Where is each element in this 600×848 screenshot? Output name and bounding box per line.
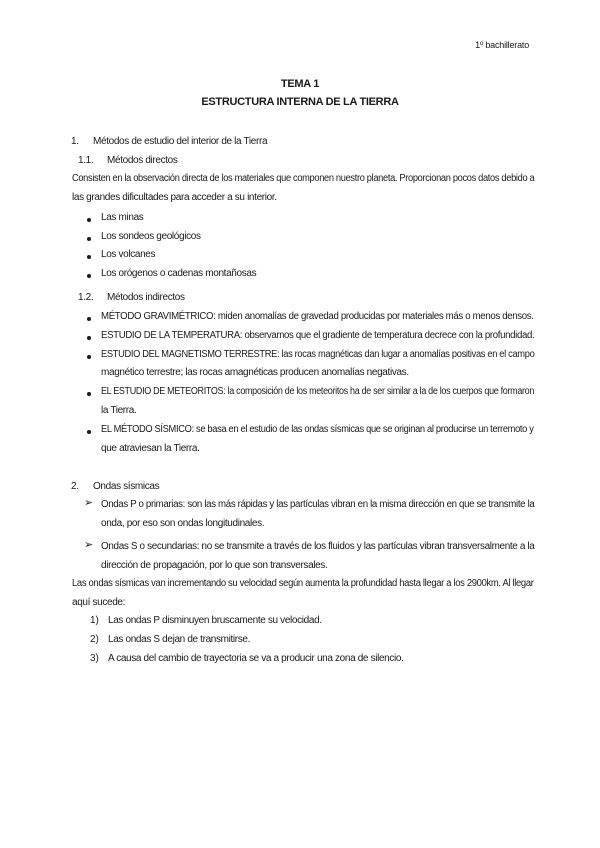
paragraph-line: Consisten en la observación directa de los materiales que componen nuestro planeta. Proporcionan pocos datos debido a xyxy=(72,173,535,184)
paragraph-line: Las ondas sísmicas van incrementando su velocidad según aumenta la profundidad hasta llegar a los 2900km. Al llegar xyxy=(72,578,534,589)
list-item: Las ondas S dejan de transmitirse. xyxy=(108,634,251,645)
section-2-number: 2. xyxy=(71,481,79,492)
bullet-icon xyxy=(87,430,91,434)
bullet-icon xyxy=(87,336,91,340)
list-number: 1) xyxy=(90,615,99,626)
list-item: Ondas S o secundarias: no se transmite a través de los fluidos y las partículas vibran transversalmente a la xyxy=(101,541,535,552)
list-item-continuation: magnético terrestre; las rocas amagnéticas producen anomalías negativas. xyxy=(101,367,409,378)
list-item: Las minas xyxy=(101,212,144,223)
document-subtitle: ESTRUCTURA INTERNA DE LA TIERRA xyxy=(201,96,399,108)
list-item: Los volcanes xyxy=(101,249,156,260)
list-item: ESTUDIO DEL MAGNETISMO TERRESTRE: las rocas magnéticas dan lugar a anomalías positivas en el campo xyxy=(101,349,535,360)
list-item: A causa del cambio de trayectoria se va a producir una zona de silencio. xyxy=(108,653,404,664)
list-number: 3) xyxy=(90,653,99,664)
subsection-1-1-heading: Métodos directos xyxy=(107,155,178,166)
bullet-icon xyxy=(87,392,91,396)
list-item: EL ESTUDIO DE METEORITOS: la composición de los meteoritos ha de ser similar a la de los cuerpos que formaron xyxy=(101,386,535,397)
list-item: MÉTODO GRAVIMÉTRICO: miden anomalías de gravedad producidas por materiales más o menos densos. xyxy=(101,311,534,322)
subsection-1-2-heading: Métodos indirectos xyxy=(107,292,185,303)
bullet-icon xyxy=(87,218,91,222)
list-item-continuation: dirección de propagación, por lo que son transversales. xyxy=(101,560,328,571)
bullet-icon xyxy=(87,355,91,359)
document-title: TEMA 1 xyxy=(280,78,320,90)
paragraph-line: aquí sucede: xyxy=(72,597,126,608)
bullet-icon xyxy=(87,255,91,259)
list-item-continuation: onda, por eso son ondas longitudinales. xyxy=(101,518,265,529)
section-1-heading: Métodos de estudio del interior de la Tierra xyxy=(93,136,268,147)
subsection-1-1-number: 1.1. xyxy=(78,155,94,166)
list-item-continuation: la Tierra. xyxy=(101,405,137,416)
list-item: Los sondeos geológicos xyxy=(101,231,201,242)
list-item: EL MÉTODO SÍSMICO: se basa en el estudio de las ondas sísmicas que se originan al producirse un terremoto y xyxy=(101,424,534,435)
list-item-continuation: que atraviesan la Tierra. xyxy=(101,443,200,454)
paragraph-line: las grandes dificultades para acceder a su interior. xyxy=(72,192,277,203)
section-1-number: 1. xyxy=(71,136,79,147)
bullet-icon xyxy=(87,317,91,321)
list-item: Las ondas P disminuyen bruscamente su velocidad. xyxy=(108,615,322,626)
list-item: Los orógenos o cadenas montañosas xyxy=(101,268,257,279)
bullet-icon xyxy=(87,237,91,241)
arrow-bullet-icon: ➢ xyxy=(84,497,94,509)
arrow-bullet-icon: ➢ xyxy=(84,539,94,551)
list-number: 2) xyxy=(90,634,99,645)
subsection-1-2-number: 1.2. xyxy=(78,292,94,303)
list-item: Ondas P o primarias: son las más rápidas y las partículas vibran en la misma dirección en que se transmite la xyxy=(101,499,535,510)
bullet-icon xyxy=(87,274,91,278)
list-item: ESTUDIO DE LA TEMPERATURA: observamos que el gradiente de temperatura decrece con la profundidad. xyxy=(101,330,535,341)
section-2-heading: Ondas sísmicas xyxy=(93,481,160,492)
course-header: 1º bachillerato xyxy=(475,40,529,50)
